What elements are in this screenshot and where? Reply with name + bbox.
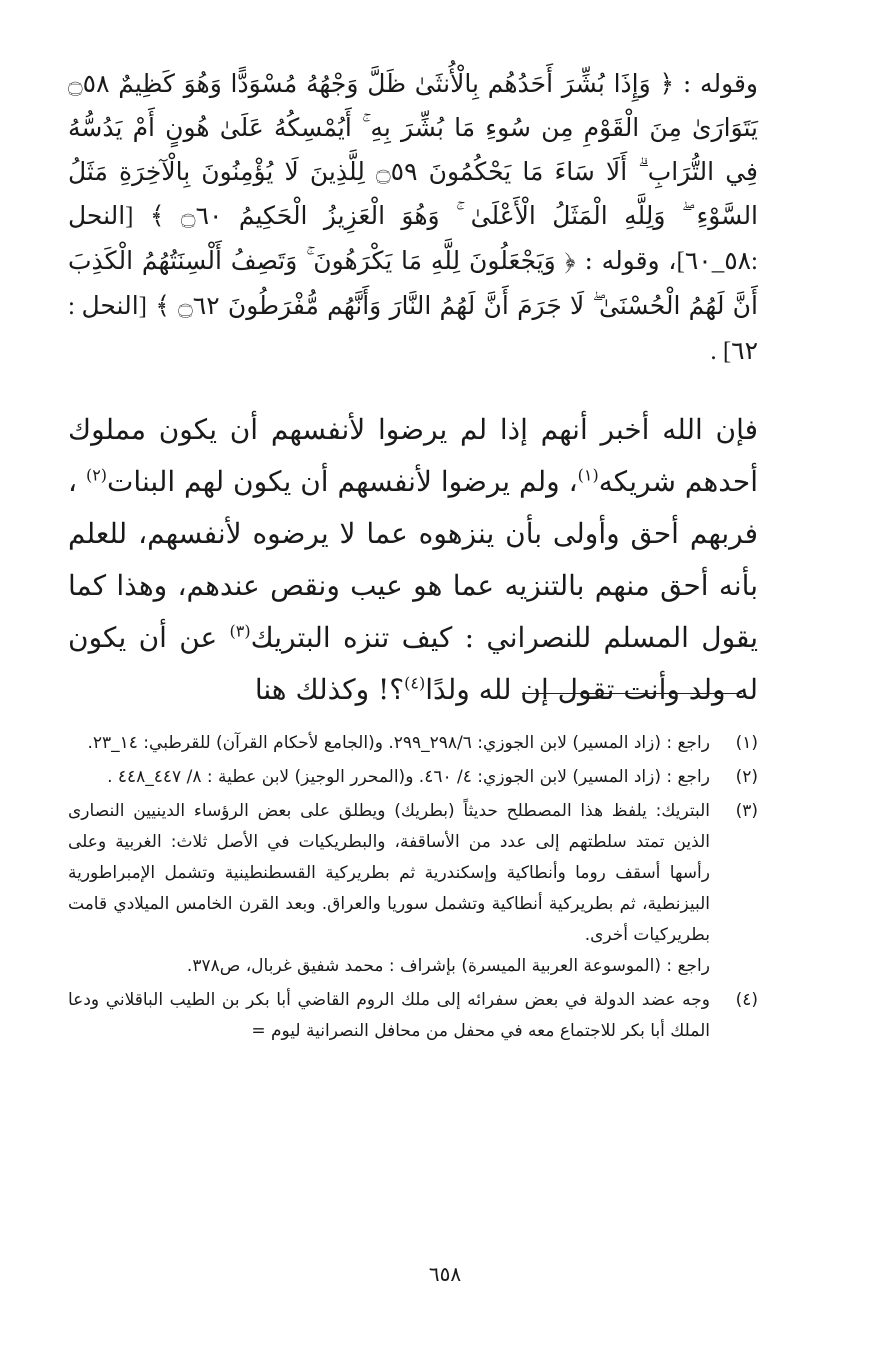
verse-text-3: لِلَّذِينَ لَا يُؤْمِنُونَ بِالْآخِرَةِ مَثَلُ السَّوْءِ ۖ وَلِلَّهِ الْمَثَلُ الْأَعْلَىٰ ۚ وَهُوَ الْعَزِيزُ الْحَكِيمُ <box>68 157 759 230</box>
footnote-line: راجع : (الموسوعة العربية الميسرة) بإشراف : محمد شفيق غربال، ص٣٧٨. <box>186 956 710 976</box>
footnote-number: (٤) <box>735 990 758 1010</box>
verse-intro: وقوله : <box>682 69 759 98</box>
footnote-line: راجع : (زاد المسير) لابن الجوزي: ٢٩٨/٦_٢٩٩. و(الجامع لأحكام القرآن) للقرطبي: ١٤_٢٣. <box>87 733 710 753</box>
page-number: ٦٥٨ <box>428 1262 462 1286</box>
verse-close-1: ﴾ <box>149 201 165 230</box>
verse-text-2: يَتَوَارَىٰ مِنَ الْقَوْمِ مِن سُوءِ مَا بُشِّرَ بِهِ ۚ أَيُمْسِكُهُ عَلَىٰ هُونٍ أَمْ يَدُسُّهُ فِي التُّرَابِ ۗ أَلَا سَاءَ مَا يَحْكُمُونَ <box>68 113 758 186</box>
footnote-body <box>68 985 710 1047</box>
footnote-body <box>68 762 710 793</box>
ayah-marker-58: ۝٥٨ <box>68 69 110 98</box>
footnote-ref-3[interactable]: (٣) <box>229 621 251 641</box>
main-text-part-3: ، فربهم أحق وأولى بأن ينزهوه عما لا يرضوه لأنفسهم، للعلم بأنه أحق منهم بالتنزيه عما هو عيب ونقص عندهم، وهذا كما يقول المسلم للنصراني : كيف تنزه البتريك <box>68 465 758 654</box>
verse-text-1: ﴿ وَإِذَا بُشِّرَ أَحَدُهُم بِالْأُنثَىٰ ظَلَّ وَجْهُهُ مُسْوَدًّا وَهُوَ كَظِيمٌ <box>118 69 675 98</box>
quran-verse-block <box>68 62 758 374</box>
footnote-ref-4[interactable]: (٤) <box>404 673 426 693</box>
footnote-2 <box>68 762 758 793</box>
footnote-number: (٣) <box>735 801 758 821</box>
surah-reference-1: [النحل :٥٨_٦٠] <box>68 203 758 275</box>
footnote-divider <box>522 693 742 694</box>
verse-close-2: ﴾ <box>155 291 170 320</box>
footnote-ref-2[interactable]: (٢) <box>85 465 108 485</box>
footnote-4 <box>68 985 758 1047</box>
footnote-line: وجه عضد الدولة في بعض سفرائه إلى ملك الروم القاضي أبا بكر بن الطيب الباقلاني ودعا الملك أبا بكر للاجتماع معه في محفل من محافل النصرانية ليوم = <box>68 990 710 1041</box>
ayah-marker-62: ۝٦٢ <box>178 291 220 320</box>
main-text-part-2: ، ولم يرضوا لأنفسهم أن يكون لهم البنات <box>107 465 578 498</box>
footnote-3 <box>68 796 758 982</box>
footnotes-section <box>68 728 758 1050</box>
ayah-marker-60: ۝٦٠ <box>180 201 223 230</box>
page-content <box>68 62 758 716</box>
footnote-ref-1[interactable]: (١) <box>577 465 599 485</box>
footnote-line: راجع : (زاد المسير) لابن الجوزي: ٤/ ٤٦٠. و(المحرر الوجيز) لابن عطية : ٨/ ٤٤٧_٤٤٨ . <box>107 767 710 787</box>
main-text-part-1: فإن الله أخبر أنهم إذا لم يرضوا لأنفسهم أن يكون مملوك أحدهم شريكه <box>68 413 759 498</box>
footnote-line: البتريك: يلفظ هذا المصطلح حديثاً (بطريك) ويطلق على بعض الرؤساء الدينيين النصارى الذين تمتد سلطتهم إلى عدد من الأساقفة، والبطريكيات في الأصل ثلاث: الغربية وعلى رأسها أسقف روما وأنطاكية وإسكندرية ثم بطريركية القسطنطينية وتشمل الإمبراطورية البيزنطية، ثم بطريركية أنطاكية وتشمل سوريا والعراق. وبعد القرن الخامس الميلادي قامت بطريركيات أخرى. <box>68 801 710 945</box>
surah-reference-2: [النحل : ٦٢] . <box>68 293 758 365</box>
verse-intro-2: ، وقوله : <box>584 246 677 275</box>
footnote-number: (١) <box>735 733 758 753</box>
main-text-part-4: عن أن يكون له ولد وأنت تقول إن لله ولدًا <box>68 621 758 706</box>
footnote-body <box>68 728 710 759</box>
main-paragraph <box>68 404 758 716</box>
ayah-marker-59: ۝٥٩ <box>376 157 418 186</box>
footnote-body <box>68 796 710 982</box>
footnote-number: (٢) <box>735 767 758 787</box>
verse-text-4: ﴿ وَيَجْعَلُونَ لِلَّهِ مَا يَكْرَهُونَ ۚ وَتَصِفُ أَلْسِنَتُهُمُ الْكَذِبَ أَنَّ لَهُمُ الْحُسْنَىٰ ۖ لَا جَرَمَ أَنَّ لَهُمُ النَّارَ وَأَنَّهُم مُّفْرَطُونَ <box>68 246 758 320</box>
footnote-1 <box>68 728 758 759</box>
main-text-part-5: ؟! وكذلك هنا <box>254 673 405 706</box>
